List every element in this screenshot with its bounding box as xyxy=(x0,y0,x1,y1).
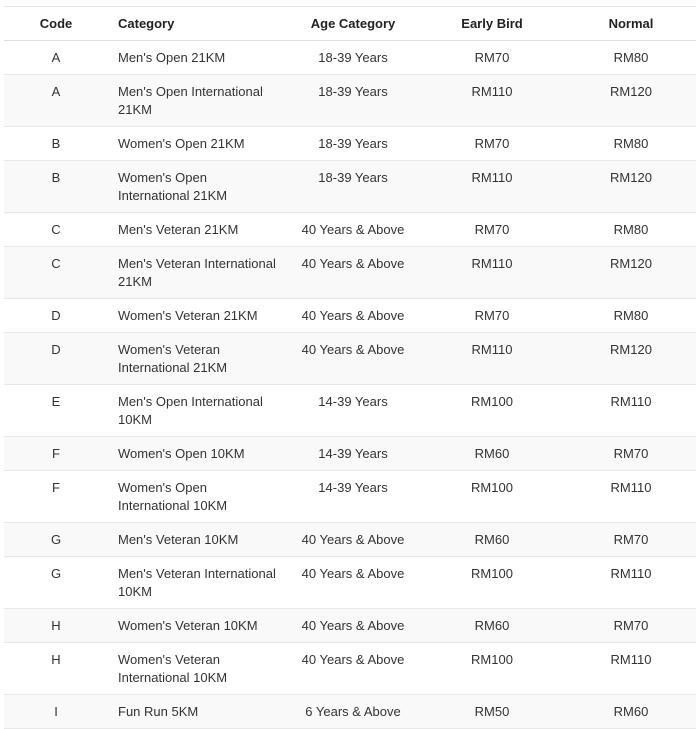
table-row xyxy=(4,471,696,523)
cell-code: C xyxy=(4,213,108,247)
table-row xyxy=(4,523,696,557)
cell-early-bird: RM100 xyxy=(418,643,566,695)
table-row xyxy=(4,333,696,385)
cell-early-bird: RM70 xyxy=(418,41,566,75)
cell-normal: RM110 xyxy=(566,557,696,609)
cell-early-bird: RM110 xyxy=(418,75,566,127)
table-row xyxy=(4,247,696,299)
cell-age: 40 Years & Above xyxy=(288,523,418,557)
cell-normal: RM80 xyxy=(566,299,696,333)
cell-code: F xyxy=(4,437,108,471)
cell-code: A xyxy=(4,75,108,127)
table-row xyxy=(4,127,696,161)
header-early-bird: Early Bird xyxy=(418,7,566,41)
cell-early-bird: RM60 xyxy=(418,523,566,557)
cell-early-bird: RM110 xyxy=(418,161,566,213)
table-row xyxy=(4,41,696,75)
table-header-row xyxy=(4,7,696,41)
cell-category: Men's Veteran 10KM xyxy=(108,523,288,557)
cell-code: B xyxy=(4,127,108,161)
cell-code: D xyxy=(4,299,108,333)
cell-category: Men's Veteran 21KM xyxy=(108,213,288,247)
cell-age: 40 Years & Above xyxy=(288,333,418,385)
cell-normal: RM80 xyxy=(566,213,696,247)
cell-normal: RM110 xyxy=(566,471,696,523)
cell-normal: RM120 xyxy=(566,75,696,127)
cell-category: Men's Veteran International 21KM xyxy=(108,247,288,299)
cell-age: 40 Years & Above xyxy=(288,643,418,695)
table-row xyxy=(4,299,696,333)
cell-category: Men's Open 21KM xyxy=(108,41,288,75)
table-body xyxy=(4,41,696,729)
cell-age: 40 Years & Above xyxy=(288,213,418,247)
cell-normal: RM70 xyxy=(566,609,696,643)
cell-normal: RM110 xyxy=(566,643,696,695)
cell-age: 40 Years & Above xyxy=(288,247,418,299)
table-row xyxy=(4,437,696,471)
cell-category: Fun Run 5KM xyxy=(108,695,288,729)
cell-category: Women's Open International 21KM xyxy=(108,161,288,213)
cell-age: 14-39 Years xyxy=(288,385,418,437)
cell-code: C xyxy=(4,247,108,299)
cell-normal: RM70 xyxy=(566,437,696,471)
table-row xyxy=(4,695,696,729)
cell-code: E xyxy=(4,385,108,437)
cell-early-bird: RM70 xyxy=(418,213,566,247)
price-table-container xyxy=(4,6,696,729)
cell-early-bird: RM50 xyxy=(418,695,566,729)
cell-age: 18-39 Years xyxy=(288,41,418,75)
cell-early-bird: RM110 xyxy=(418,247,566,299)
cell-age: 40 Years & Above xyxy=(288,557,418,609)
header-code: Code xyxy=(4,7,108,41)
cell-early-bird: RM70 xyxy=(418,299,566,333)
cell-early-bird: RM70 xyxy=(418,127,566,161)
cell-code: B xyxy=(4,161,108,213)
cell-age: 18-39 Years xyxy=(288,127,418,161)
cell-code: A xyxy=(4,41,108,75)
table-row xyxy=(4,385,696,437)
cell-code: G xyxy=(4,557,108,609)
cell-early-bird: RM100 xyxy=(418,471,566,523)
cell-code: F xyxy=(4,471,108,523)
cell-category: Men's Open International 10KM xyxy=(108,385,288,437)
header-normal: Normal xyxy=(566,7,696,41)
cell-category: Men's Open International 21KM xyxy=(108,75,288,127)
table-row xyxy=(4,643,696,695)
cell-code: D xyxy=(4,333,108,385)
cell-normal: RM80 xyxy=(566,41,696,75)
cell-age: 6 Years & Above xyxy=(288,695,418,729)
header-age-category: Age Category xyxy=(288,7,418,41)
cell-category: Women's Veteran International 10KM xyxy=(108,643,288,695)
table-row xyxy=(4,609,696,643)
table-row xyxy=(4,213,696,247)
cell-code: I xyxy=(4,695,108,729)
cell-early-bird: RM110 xyxy=(418,333,566,385)
cell-category: Women's Open 21KM xyxy=(108,127,288,161)
cell-normal: RM70 xyxy=(566,523,696,557)
cell-early-bird: RM60 xyxy=(418,609,566,643)
cell-early-bird: RM100 xyxy=(418,385,566,437)
cell-code: G xyxy=(4,523,108,557)
cell-normal: RM120 xyxy=(566,333,696,385)
cell-category: Women's Veteran 21KM xyxy=(108,299,288,333)
price-table xyxy=(4,6,696,729)
table-row xyxy=(4,161,696,213)
cell-normal: RM80 xyxy=(566,127,696,161)
cell-code: H xyxy=(4,643,108,695)
cell-category: Women's Open 10KM xyxy=(108,437,288,471)
cell-age: 18-39 Years xyxy=(288,161,418,213)
cell-category: Women's Veteran International 21KM xyxy=(108,333,288,385)
cell-normal: RM110 xyxy=(566,385,696,437)
cell-normal: RM120 xyxy=(566,161,696,213)
cell-early-bird: RM60 xyxy=(418,437,566,471)
header-category: Category xyxy=(108,7,288,41)
table-row xyxy=(4,75,696,127)
cell-category: Women's Veteran 10KM xyxy=(108,609,288,643)
cell-age: 14-39 Years xyxy=(288,471,418,523)
cell-age: 40 Years & Above xyxy=(288,609,418,643)
cell-early-bird: RM100 xyxy=(418,557,566,609)
cell-normal: RM60 xyxy=(566,695,696,729)
cell-normal: RM120 xyxy=(566,247,696,299)
cell-category: Women's Open International 10KM xyxy=(108,471,288,523)
cell-category: Men's Veteran International 10KM xyxy=(108,557,288,609)
cell-age: 18-39 Years xyxy=(288,75,418,127)
cell-age: 40 Years & Above xyxy=(288,299,418,333)
table-row xyxy=(4,557,696,609)
cell-age: 14-39 Years xyxy=(288,437,418,471)
cell-code: H xyxy=(4,609,108,643)
